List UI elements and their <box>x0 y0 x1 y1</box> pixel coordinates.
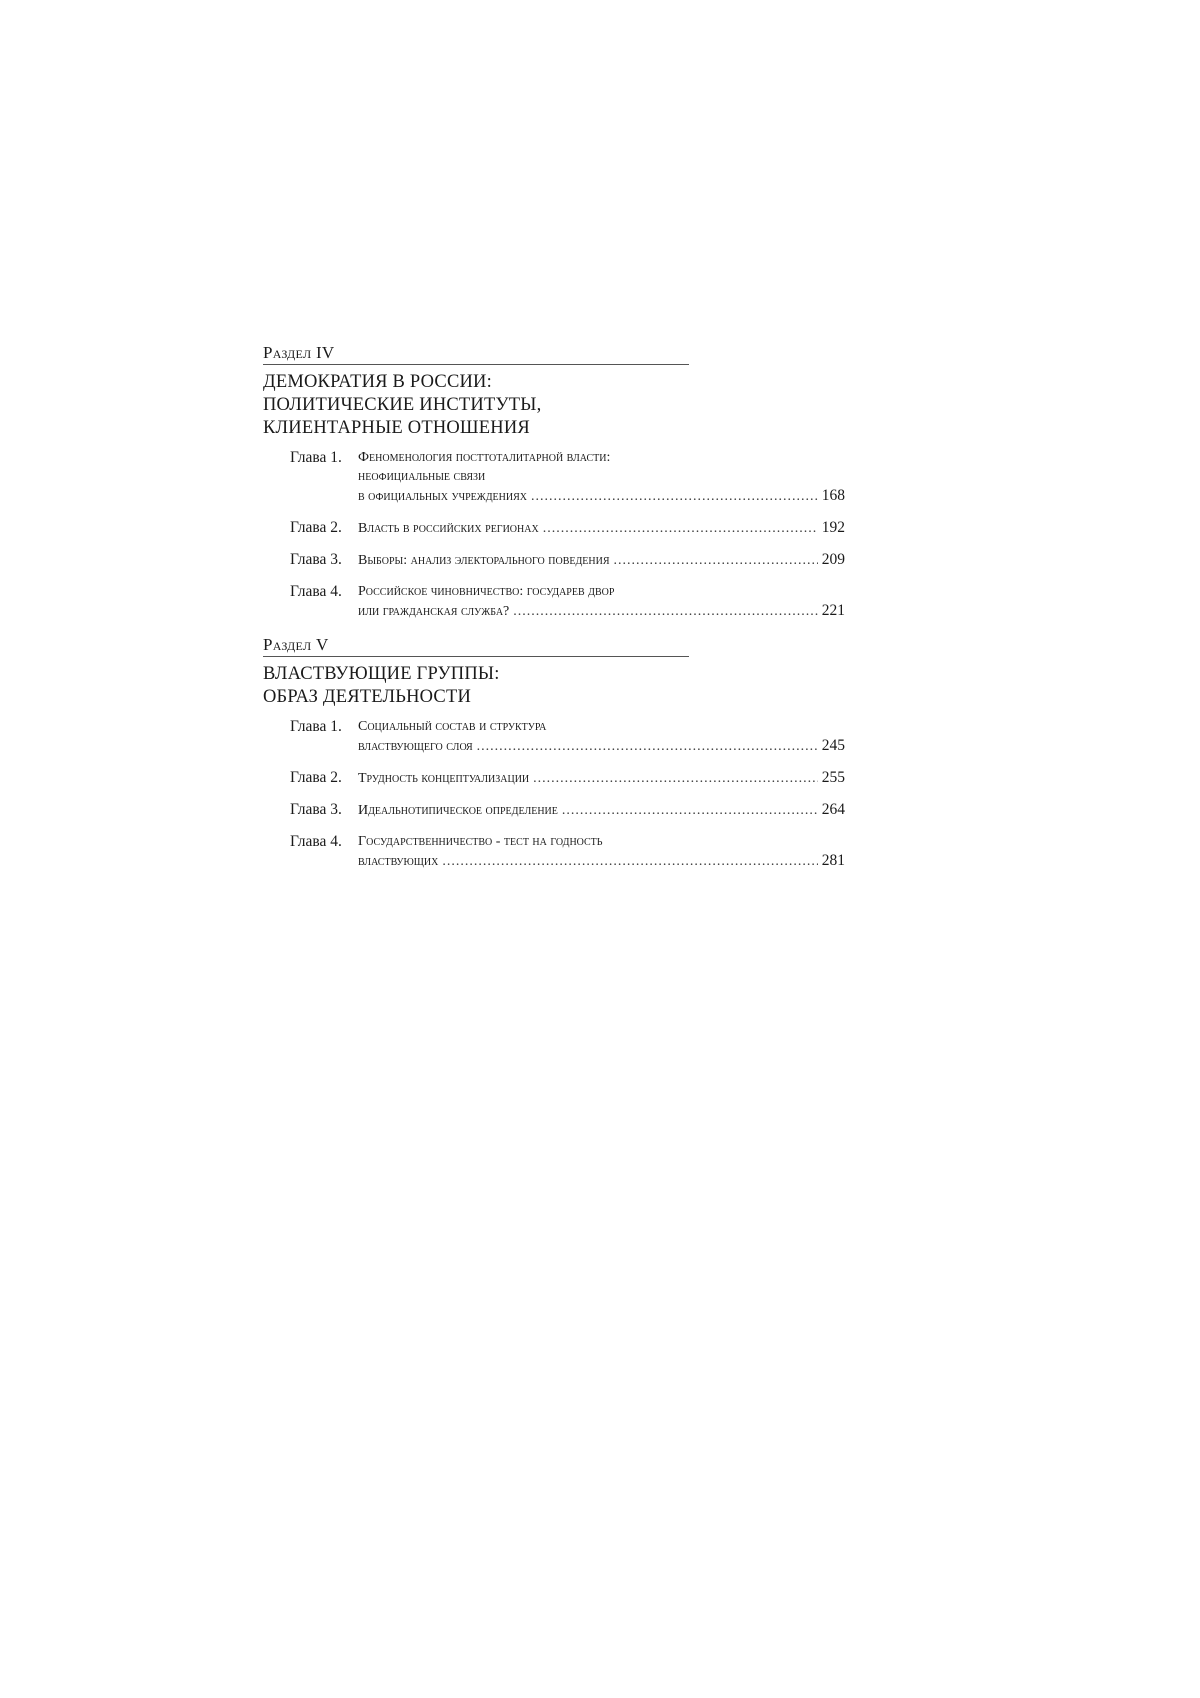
chapter-entry[interactable] <box>290 717 845 756</box>
chapter-title-line: Власть в российских регионах <box>358 521 539 536</box>
chapter-title-line: неофициальные связи <box>358 469 486 484</box>
chapter-title-line: Государственничество - тест на годность <box>358 834 603 849</box>
page-number: 168 <box>821 487 845 504</box>
dot-leader <box>562 801 818 820</box>
chapter-title-line: властвующего слоя <box>358 739 473 754</box>
section-4 <box>263 343 845 621</box>
chapter-list <box>263 448 845 621</box>
section-title-line: ПОЛИТИЧЕСКИЕ ИНСТИТУТЫ, <box>263 395 542 415</box>
page-number: 245 <box>821 737 845 754</box>
chapter-title-line: Российское чиновничество: государев двор <box>358 584 615 599</box>
chapter-entry[interactable] <box>290 448 845 506</box>
dot-leader <box>477 737 818 756</box>
section-title <box>263 371 845 440</box>
page-number: 281 <box>821 852 845 869</box>
chapter-title-line: властвующих <box>358 854 439 869</box>
section-title-line: КЛИЕНТАРНЫЕ ОТНОШЕНИЯ <box>263 418 530 438</box>
table-of-contents <box>263 343 845 883</box>
dot-leader <box>531 487 818 506</box>
chapter-number: Глава 4. <box>290 833 342 850</box>
chapter-title-line: Социальный состав и структура <box>358 719 547 734</box>
chapter-title <box>358 832 845 871</box>
chapter-title-line: Трудность концептуализации <box>358 771 530 786</box>
page-number: 192 <box>821 519 845 536</box>
chapter-number: Глава 2. <box>290 769 342 786</box>
chapter-list <box>263 717 845 871</box>
chapter-title-line: Феноменология посттоталитарной власти: <box>358 450 611 465</box>
dot-leader <box>614 551 818 570</box>
chapter-title <box>358 717 845 756</box>
chapter-title <box>358 768 845 788</box>
page-number: 209 <box>821 551 845 568</box>
dot-leader <box>442 852 817 871</box>
chapter-title-line: или гражданская служба? <box>358 604 510 619</box>
section-title-line: ОБРАЗ ДЕЯТЕЛЬНОСТИ <box>263 687 472 707</box>
section-label: Раздел V <box>263 635 689 657</box>
chapter-title <box>358 518 845 538</box>
section-5 <box>263 635 845 871</box>
chapter-entry[interactable] <box>290 832 845 871</box>
chapter-entry[interactable] <box>290 768 845 788</box>
chapter-title-line: Идеальнотипическое определение <box>358 803 558 818</box>
section-title <box>263 663 845 709</box>
page-number: 255 <box>821 769 845 786</box>
chapter-entry[interactable] <box>290 550 845 570</box>
chapter-number: Глава 3. <box>290 551 342 568</box>
page-number: 221 <box>821 602 845 619</box>
dot-leader <box>513 602 817 621</box>
section-title-line: ДЕМОКРАТИЯ В РОССИИ: <box>263 372 492 392</box>
dot-leader <box>533 769 818 788</box>
chapter-number: Глава 4. <box>290 583 342 600</box>
section-title-line: ВЛАСТВУЮЩИЕ ГРУППЫ: <box>263 664 500 684</box>
chapter-title <box>358 800 845 820</box>
chapter-number: Глава 3. <box>290 801 342 818</box>
chapter-entry[interactable] <box>290 800 845 820</box>
dot-leader <box>543 519 818 538</box>
chapter-number: Глава 1. <box>290 449 342 466</box>
chapter-entry[interactable] <box>290 582 845 621</box>
chapter-entry[interactable] <box>290 518 845 538</box>
chapter-title-line: в официальных учреждениях <box>358 489 527 504</box>
chapter-title <box>358 550 845 570</box>
chapter-title <box>358 448 845 506</box>
section-label: Раздел IV <box>263 343 689 365</box>
chapter-title <box>358 582 845 621</box>
chapter-title-line: Выборы: анализ электорального поведения <box>358 553 610 568</box>
page-number: 264 <box>821 801 845 818</box>
chapter-number: Глава 1. <box>290 718 342 735</box>
chapter-number: Глава 2. <box>290 519 342 536</box>
